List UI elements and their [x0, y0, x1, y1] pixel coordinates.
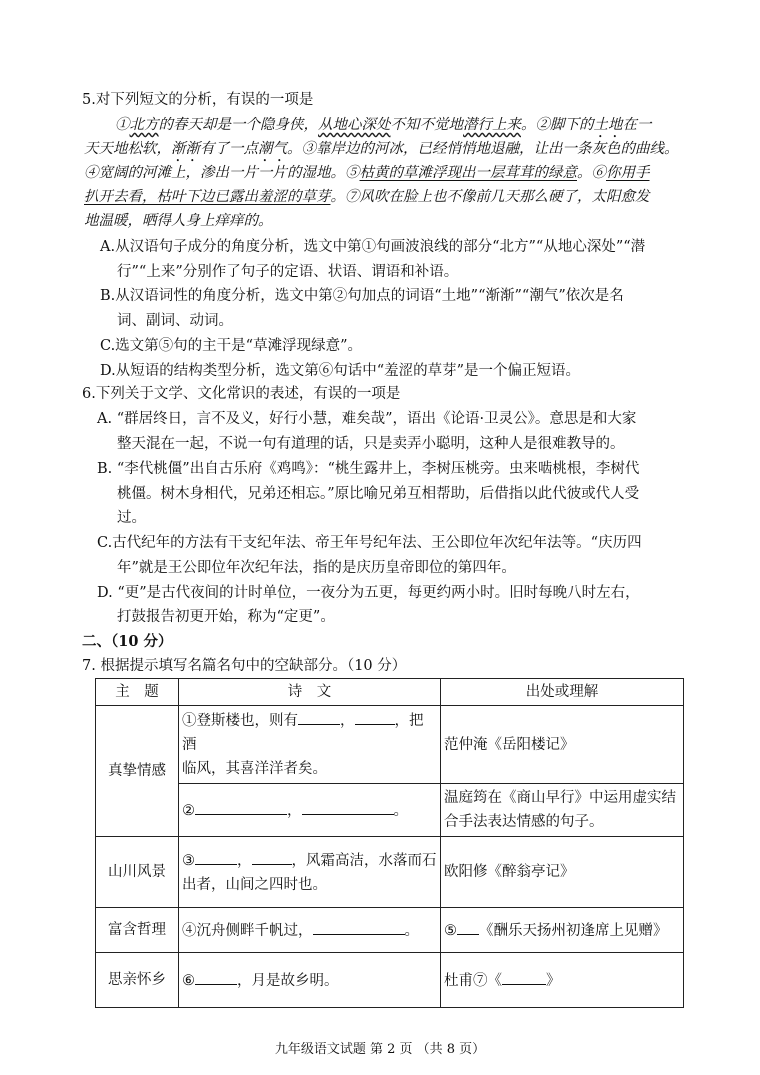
theme-cell: 真挚情感 — [96, 706, 179, 837]
answer-blank[interactable] — [195, 848, 237, 865]
poem-cell — [179, 837, 441, 908]
text: ③ — [182, 852, 195, 869]
dotted-text: 渐渐 — [171, 141, 200, 157]
table-row — [96, 953, 684, 1008]
text: ①登斯楼也，则有 — [182, 713, 298, 729]
text: ④宽阔的河滩上，渗出一片一片的湿地。⑤ — [84, 165, 360, 181]
q5-option-b-line-1: B.从汉语词性的角度分析，选文中第②句加点的词语“土地”“渐渐”“潮气”依次是名 — [100, 288, 624, 304]
text: 天天地松软， — [84, 141, 171, 157]
q5-passage-line-2 — [84, 139, 679, 165]
text: 有了一点 — [200, 141, 258, 157]
text: 的春天却是一个隐身侠， — [158, 117, 318, 133]
answer-blank[interactable] — [355, 708, 395, 725]
theme-cell: 山川风景 — [96, 837, 179, 908]
text: ，风霜高洁，水落而石 — [291, 852, 437, 869]
text: 在一 — [622, 117, 652, 133]
header-source: 出处或理解 — [441, 679, 684, 706]
poem-cell — [179, 908, 441, 953]
text: 杜甫⑦《 — [444, 972, 502, 989]
source-cell: 范仲淹《岳阳楼记》 — [441, 706, 684, 784]
answer-blank[interactable] — [502, 968, 546, 985]
text: ② — [182, 802, 195, 819]
poem-cell — [179, 706, 441, 784]
q5-option-d: D.从短语的结构类型分析，选文第⑥句话中“羞涩的草芽”是一个偏正短语。 — [100, 363, 581, 379]
answer-blank[interactable] — [298, 708, 340, 725]
text: ， — [340, 713, 355, 729]
q5-passage-line-4 — [84, 187, 650, 207]
q6-option-c-line-2: 年”就是王公即位年次纪年法，指的是庆历皇帝即位的第四年。 — [117, 560, 516, 576]
source-cell: 温庭筠在《商山早行》中运用虚实结合手法表达情感的句子。 — [441, 784, 684, 837]
q5-passage-line-5: 地温暖，晒得人身上痒痒的。 — [84, 213, 273, 229]
table-header-row — [96, 679, 684, 706]
table-row — [96, 837, 684, 908]
underlined-text: 扒开去看，枯叶下边已露出羞涩的草芽 — [84, 189, 331, 205]
q5-stem: 5.对下列短文的分析，有误的一项是 — [82, 92, 314, 108]
dotted-text: 土地 — [593, 117, 623, 133]
q5-passage-line-3 — [84, 163, 650, 183]
page-footer: 九年级语文试题 第 2 页 （共 8 页） — [274, 1042, 486, 1057]
table-row — [96, 784, 684, 837]
q6-option-d-line-2: 打鼓报告初更开始，称为“定更”。 — [117, 609, 335, 625]
text: ① — [115, 117, 130, 133]
text: 。②脚下的 — [521, 117, 594, 133]
theme-cell: 富含哲理 — [96, 908, 179, 953]
q5-option-a-line-1: A.从汉语句子成分的角度分析，选文中第①句画波浪线的部分“北方”“从地心深处”“潜 — [100, 239, 646, 255]
poem-fill-table — [95, 678, 684, 1008]
section-2-heading: 二、（10 分） — [82, 633, 173, 650]
source-cell — [441, 908, 684, 953]
poem-cell — [179, 953, 441, 1008]
text: 》 — [546, 972, 561, 989]
header-poem: 诗 文 — [179, 679, 441, 706]
text: ⑥ — [182, 972, 195, 989]
text: 。 — [404, 922, 419, 939]
answer-blank[interactable] — [195, 798, 287, 815]
text: 。⑥ — [577, 165, 606, 181]
wavy-text: 北方 — [129, 117, 159, 133]
q6-option-b-line-3: 过。 — [117, 510, 146, 526]
q6-option-b-line-2: 桃僵。树木身相代，兄弟还相忘。”原比喻兄弟互相帮助，后借指以此代彼或代人受 — [117, 486, 640, 502]
text: 不知不觉地 — [390, 117, 463, 133]
answer-blank[interactable] — [457, 918, 479, 935]
q6-option-d-line-1: D. “更”是古代夜间的计时单位，一夜分为五更，每更约两小时。旧时每晚八时左右， — [97, 585, 640, 601]
source-cell: 欧阳修《醉翁亭记》 — [441, 837, 684, 908]
text: ， — [287, 802, 302, 819]
table-row — [96, 908, 684, 953]
q5-option-a-line-2: 行”“上来”分别作了句子的定语、状语、谓语和补语。 — [117, 264, 459, 280]
table-row — [96, 706, 684, 784]
q5-option-b-line-2: 词、副词、动词。 — [117, 313, 233, 329]
answer-blank[interactable] — [252, 848, 292, 865]
q7-stem: 7. 根据提示填写名篇名句中的空缺部分。（10 分） — [82, 658, 407, 674]
underlined-text: 枯黄的草滩浮现出一层茸茸的绿意 — [359, 165, 577, 181]
q6-option-b-line-1: B. “李代桃僵”出自古乐府《鸡鸣》：“桃生露井上，李树压桃旁。虫来啮桃根，李树代 — [97, 461, 640, 477]
text: ， — [237, 852, 252, 869]
text: ，月是故乡明。 — [237, 972, 339, 989]
source-cell — [441, 953, 684, 1008]
q6-option-c-line-1: C.古代纪年的方法有干支纪年法、帝王年号纪年法、王公即位年次纪年法等。“庆历四 — [97, 535, 642, 551]
text: 。 — [393, 802, 408, 819]
answer-blank[interactable] — [313, 918, 405, 935]
header-theme: 主 题 — [96, 679, 179, 706]
text: 。③靠岸边的河冰，已经悄悄地退融，让出一条灰色的曲线。 — [287, 141, 679, 157]
text: ，把酒 — [182, 713, 424, 753]
text: 出者，山间之四时也。 — [182, 876, 327, 893]
wavy-text: 潜行上来 — [463, 117, 521, 133]
q6-stem: 6.下列关于文学、文化常识的表述，有误的一项是 — [82, 386, 401, 402]
dotted-text: 潮气 — [258, 141, 287, 157]
answer-blank[interactable] — [302, 798, 394, 815]
q6-option-a-line-2: 整天混在一起，不说一句有道理的话，只是卖弄小聪明，这种人是很难教导的。 — [117, 436, 625, 452]
wavy-text: 从地心深处 — [318, 117, 391, 133]
text: 临风，其喜洋洋者矣。 — [182, 761, 327, 777]
q6-option-a-line-1: A. “群居终日，言不及义，好行小慧，难矣哉”，语出《论语·卫灵公》。意思是和大家 — [97, 411, 637, 427]
text: 《酬乐天扬州初逢席上见赠》 — [479, 922, 668, 939]
text: ④沉舟侧畔千帆过， — [182, 922, 313, 939]
answer-blank[interactable] — [195, 968, 237, 985]
theme-cell: 思亲怀乡 — [96, 953, 179, 1008]
text: ⑤ — [444, 922, 457, 939]
q5-passage-line-1 — [115, 115, 652, 141]
underlined-text: 你用手 — [606, 165, 650, 181]
text: 。⑦风吹在脸上也不像前几天那么硬了，太阳愈发 — [330, 189, 650, 205]
poem-cell — [179, 784, 441, 837]
q5-option-c: C.选文第⑤句的主干是“草滩浮现绿意”。 — [100, 338, 363, 354]
